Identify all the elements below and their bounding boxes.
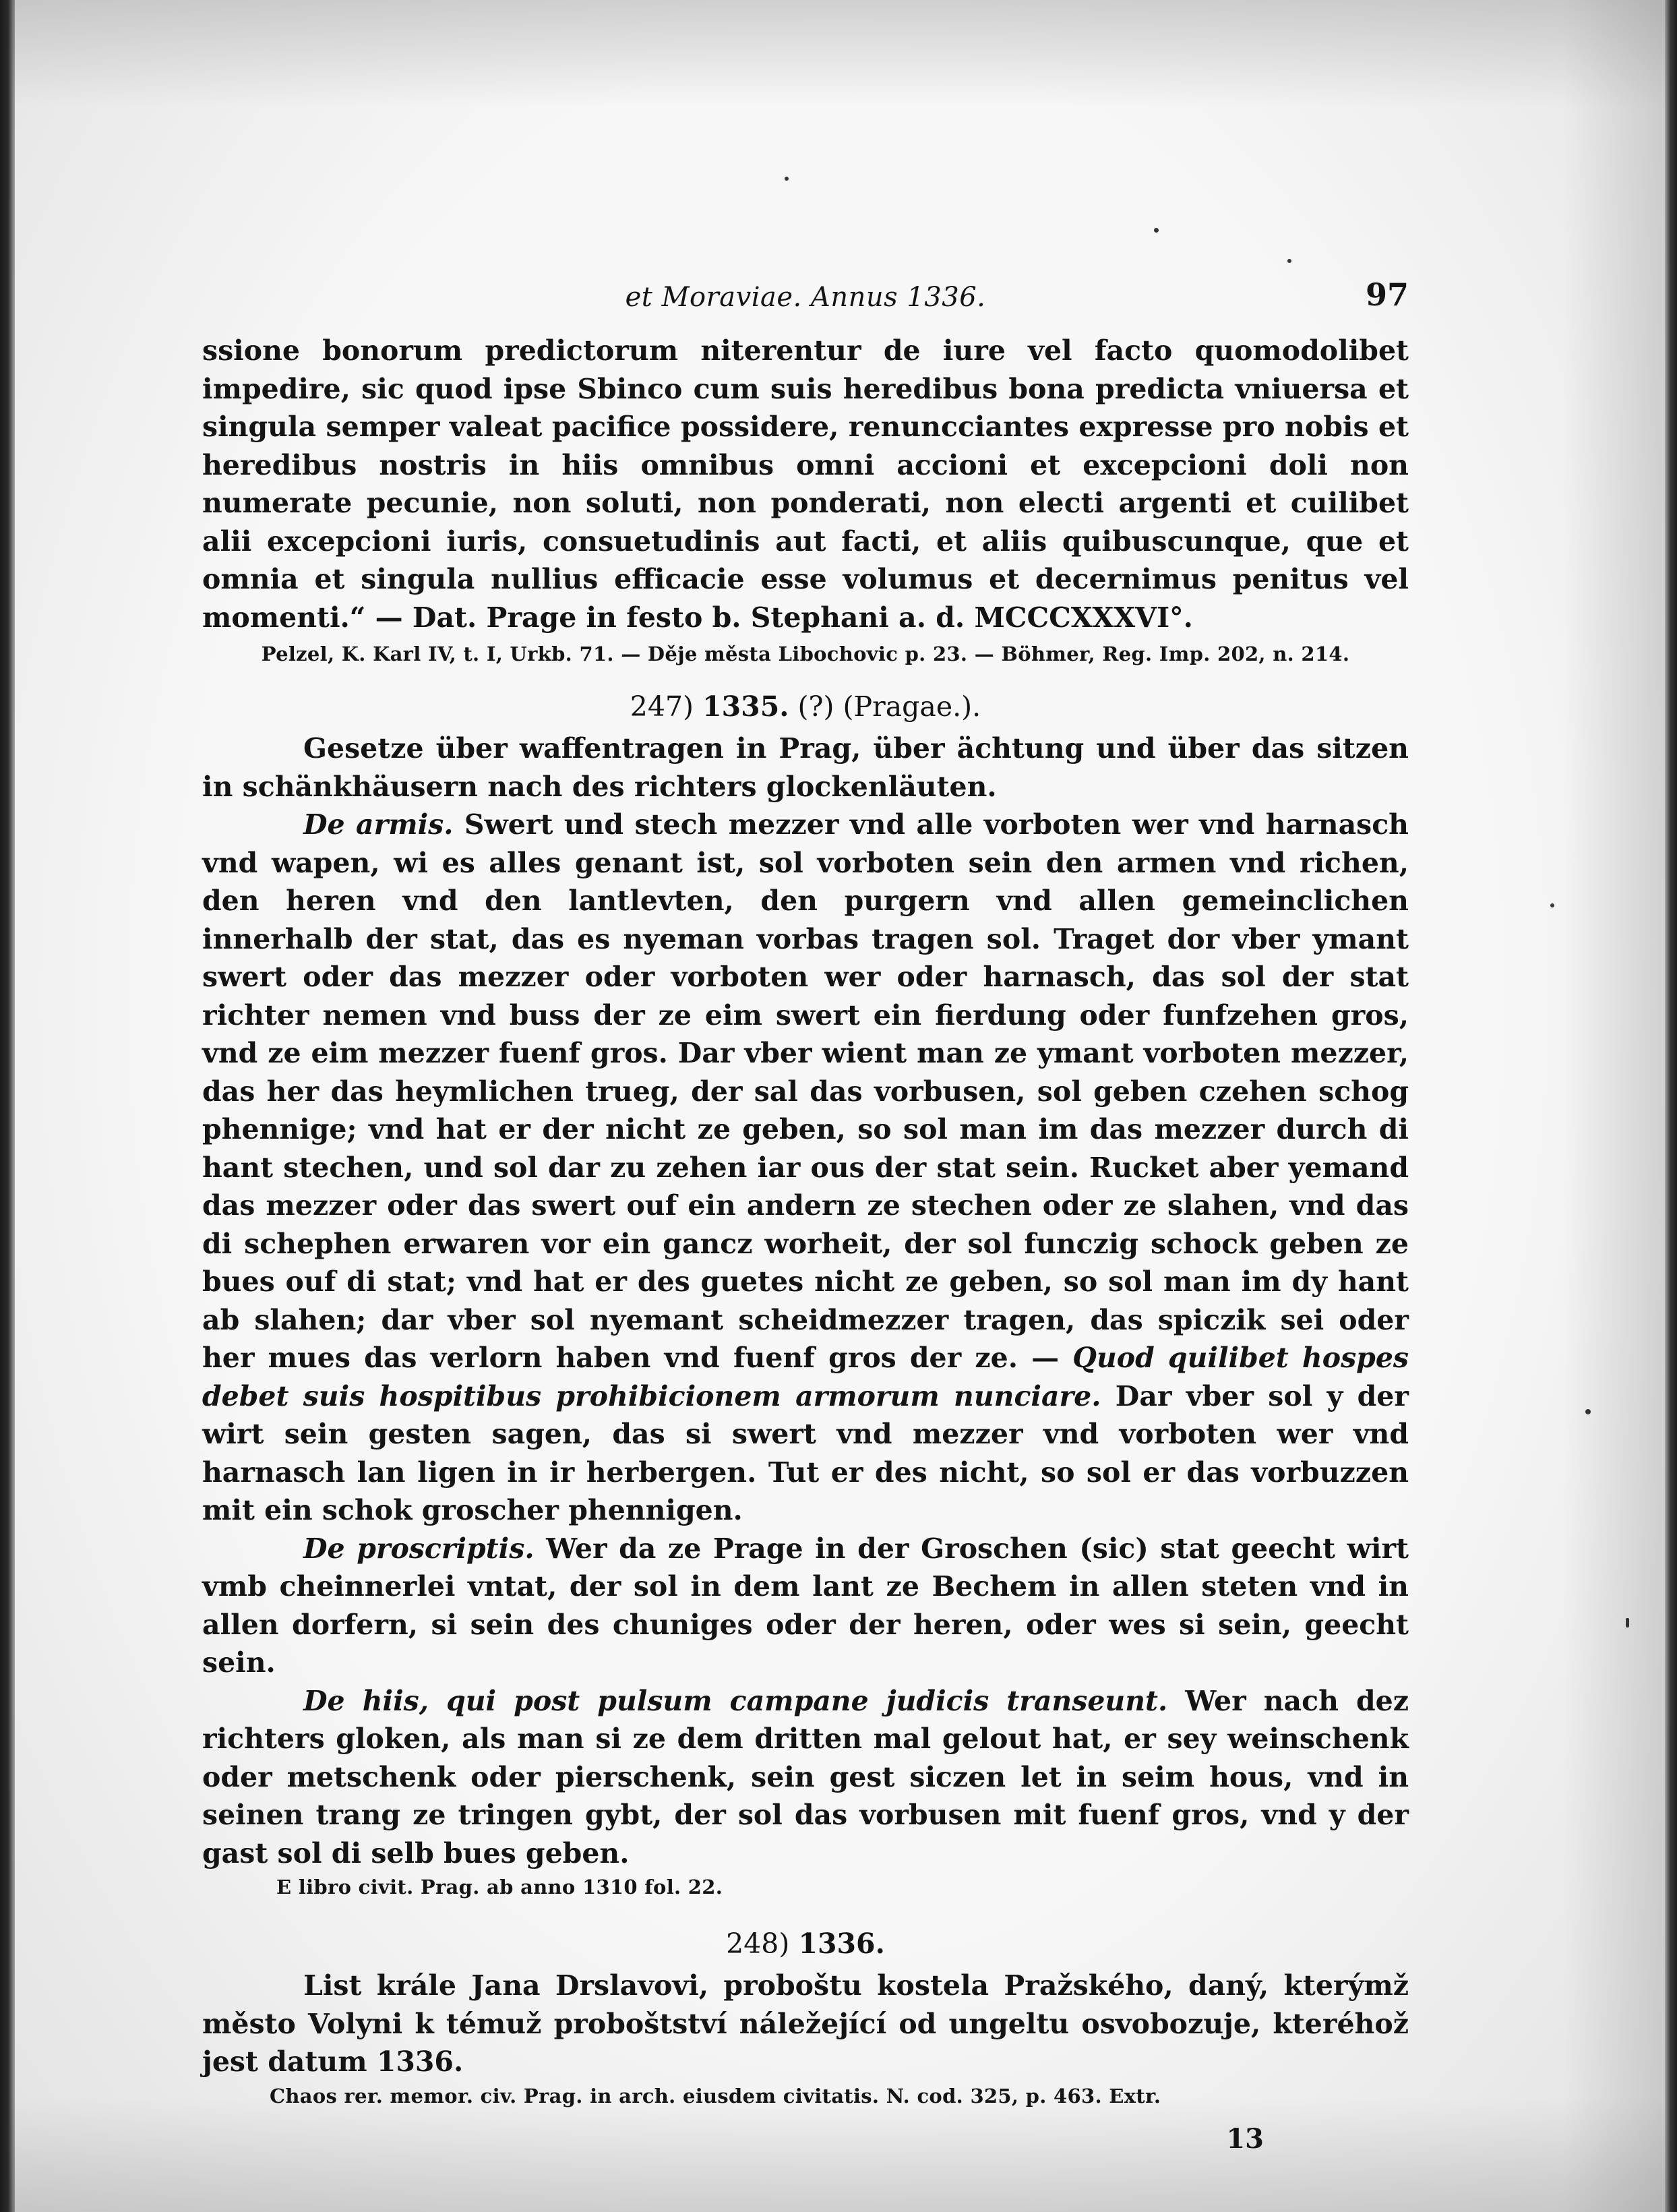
dust-speck: [1585, 1409, 1591, 1414]
signature-mark: 13: [1226, 2122, 1264, 2155]
section-text: Dar vber sol y der wirt sein gesten sagen, das si swert vnd mezzer vnd vorboten wer vnd harnasch lan ligen in ir herbergen. Tut er des nicht, so sol er das vorbuzzen mit ein schok groscher phennigen.: [202, 1379, 1409, 1526]
section-de-hiis: [202, 1682, 1409, 1873]
section-rubric: Quod quilibet hospes debet suis hospitibus prohibicionem armorum nunciare.: [202, 1342, 1409, 1412]
document-year: 1336.: [798, 1927, 885, 1960]
section-text: Wer da ze Prage in der Groschen (sic) stat geecht wirt vmb cheinnerlei vntat, der sol in dem lant ze Bechem in allen steten vnd in allen dorfern, si sein des chuniges oder der heren, oder wes si sein, geecht sein.: [202, 1532, 1409, 1679]
document-place: (?) (Pragae.).: [797, 690, 981, 723]
source-248: Chaos rer. memor. civ. Prag. in arch. eiusdem civitatis. N. cod. 325, p. 463. Extr.: [270, 2084, 1161, 2108]
section-title: De hiis, qui post pulsum campane judicis transeunt.: [303, 1684, 1168, 1717]
summary-247: Gesetze über waffentragen in Prag, über ächtung und über das sitzen in schänkhäusern nach des richters glockenläuten.: [202, 732, 1409, 803]
dust-speck: [1550, 903, 1554, 907]
section-text: Swert und stech mezzer vnd alle vorboten wer vnd harnasch vnd wapen, wi es alles genant ist, sol vorboten sein den armen vnd richen, den heren vnd den lantlevten, den purgern vnd allen gemeinclichen innerhalb der stat, das es nyeman vorbas tragen sol. Traget dor vber ymant swert oder das mezzer oder vorboten wer oder harnasch, das sol der stat richter nemen vnd buss der ze eim swert ein fierdung oder funfzehen gros, vnd ze eim mezzer fuenf gros. Dar vber wient man ze ymant vorboten mezzer, das her das heymlichen trueg, der sal das vorbusen, sol geben czehen schog phennige; vnd hat er der nicht ze geben, so sol man im das mezzer durch di hant stechen, und sol dar zu zehen iar ous der stat sein. Rucket aber yemand das mezzer oder das swert ouf ein andern ze stechen oder ze slahen, vnd das di schephen erwaren vor ein gancz worheit, der sol funczig schock geben ze bues ouf di stat; vnd hat er des guetes nicht ze geben, so sol man im dy hant ab slahen; dar vber sol nyemant scheidmezzer tragen, das spiczik sei oder her mues das verlorn haben vnd fuenf gros der ze. —: [202, 808, 1409, 1374]
page-number: 97: [1365, 276, 1409, 313]
book-page: [202, 276, 1409, 2155]
summary-248: List krále Jana Drslavovi, proboštu kostela Pražského, daný, kterýmž město Volyni k témuž proboštství náležející od ungeltu osvobozuje, kteréhož jest datum 1336.: [202, 1969, 1409, 2078]
scan-edge-left: [0, 0, 15, 2212]
section-de-armis: [202, 806, 1409, 1530]
dust-speck: [1626, 1618, 1629, 1627]
document-heading-247: [202, 688, 1409, 725]
dust-speck: [1154, 228, 1159, 233]
source-247: E libro civit. Prag. ab anno 1310 fol. 22.: [276, 1876, 723, 1899]
dust-speck: [785, 177, 789, 181]
section-title: De armis.: [303, 808, 454, 841]
document-year: 1335.: [702, 690, 789, 723]
section-de-proscriptis: [202, 1530, 1409, 1682]
continuation-source: Pelzel, K. Karl IV, t. I, Urkb. 71. — Děje města Libochovic p. 23. — Böhmer, Reg. Imp. 202, n. 214.: [261, 642, 1350, 665]
document-heading-248: [202, 1925, 1409, 1963]
running-title: et Moraviae. Annus 1336.: [625, 282, 986, 313]
section-title: De proscriptis.: [303, 1532, 535, 1565]
dust-speck: [1287, 259, 1291, 263]
document-number: 247): [630, 690, 694, 723]
continuation-paragraph: ssione bonorum predictorum niterentur de iure vel facto quomodolibet impedire, sic quod ipse Sbinco cum suis heredibus bona predicta vniuersa et singula semper valeat pacifice possidere, renuncciantes expresse pro nobis et heredibus nostris in hiis omnibus omni accioni et excepcioni doli non numerate pecunie, non soluti, non ponderati, non electi argenti et cuilibet alii excepcioni iuris, consuetudinis aut facti, et aliis quibuscunque, que et omnia et singula nullius efficacie esse volumus et decernimus penitus vel momenti.“ — Dat. Prage in festo b. Stephani a. d. MCCCXXXVI°.: [202, 334, 1409, 634]
scan-edge-right: [1665, 0, 1677, 2212]
running-head: [202, 276, 1409, 324]
section-text: Wer nach dez richters gloken, als man si ze dem dritten mal gelout hat, er sey weinschenk oder metschenk oder pierschenk, sein gest siczen let in seim hous, vnd in seinen trang ze tringen gybt, der sol das vorbusen mit fuenf gros, vnd y der gast sol di selb bues geben.: [202, 1684, 1409, 1870]
document-number: 248): [726, 1927, 790, 1960]
